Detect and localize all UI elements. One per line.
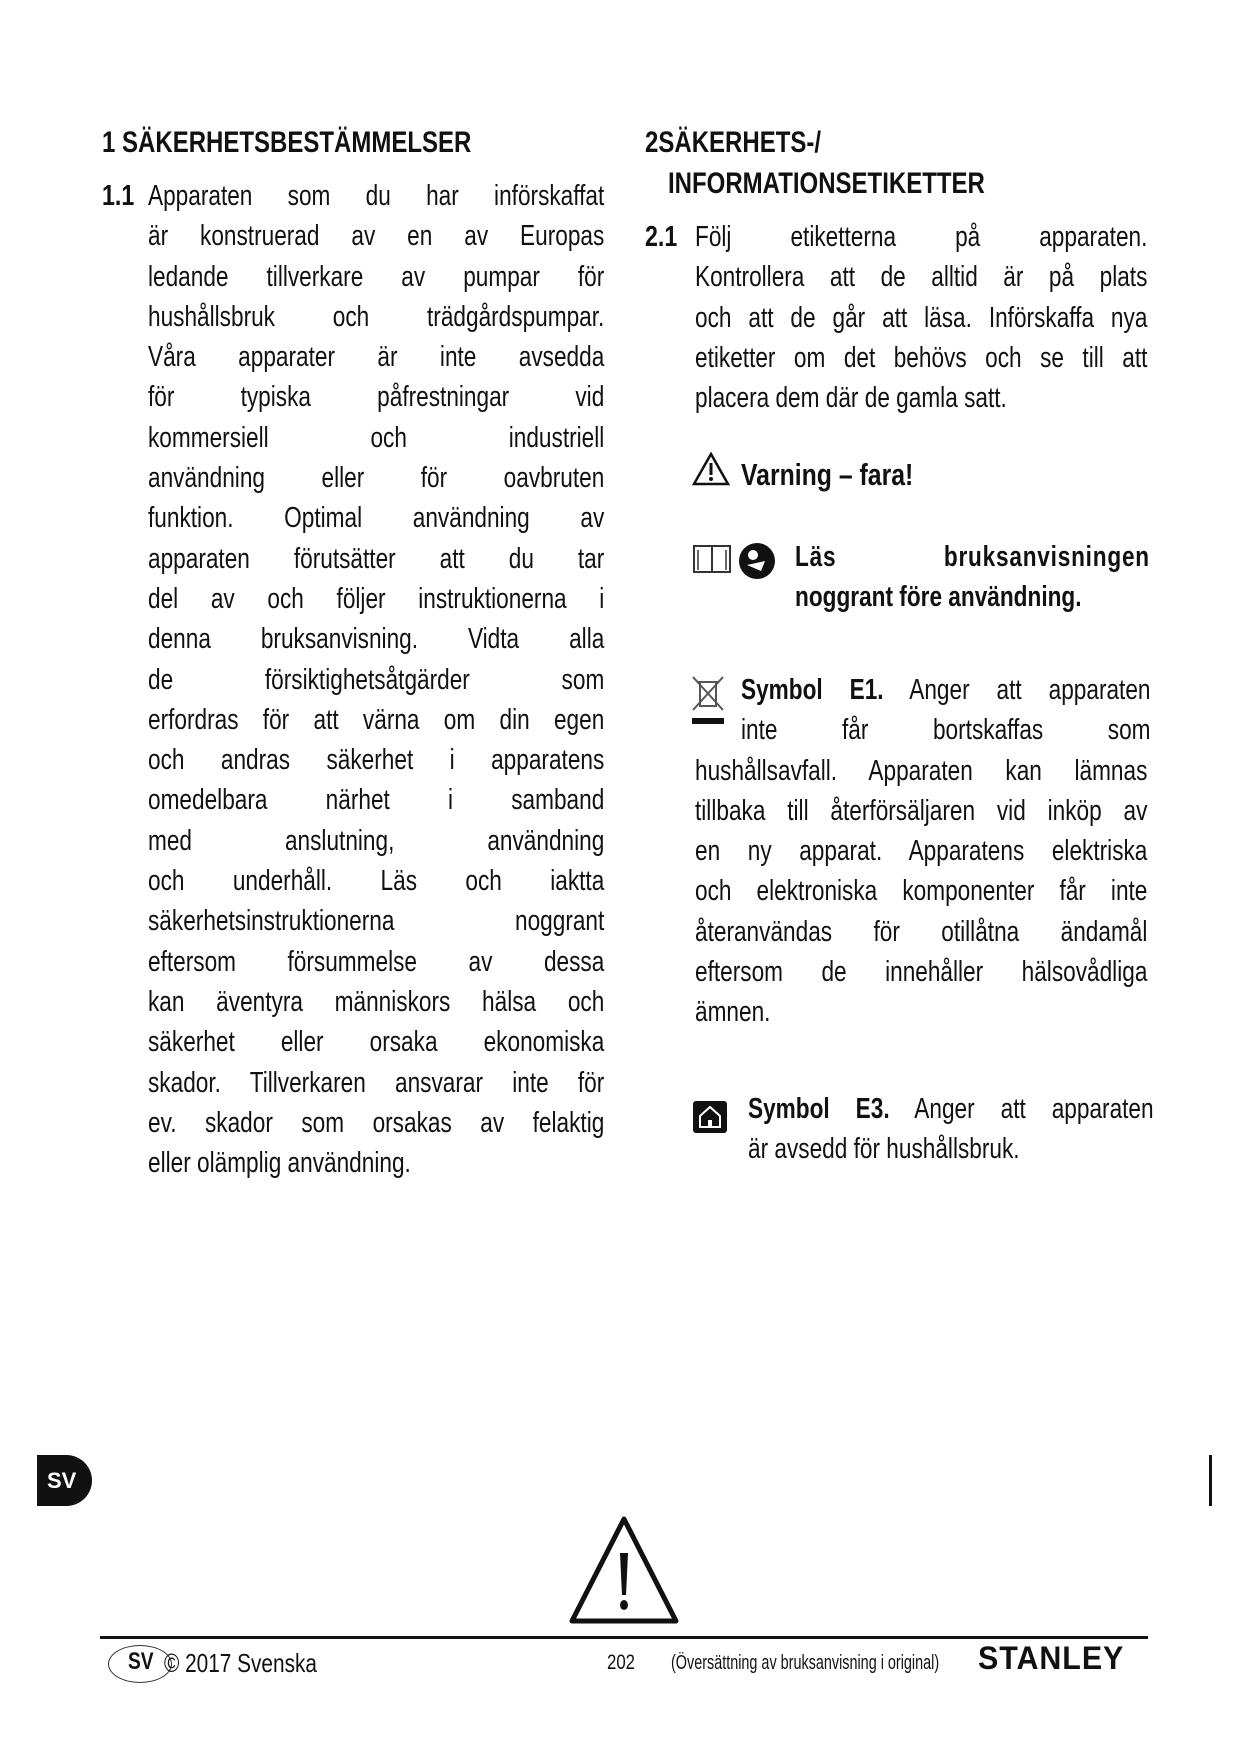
text-line: Kontrollera att de alltid är på plats	[695, 261, 1148, 294]
text-line: del av och följer instruktionerna i	[148, 582, 605, 615]
text-line: är konstruerad av en av Europas	[148, 220, 605, 253]
section-2-heading-line2: INFORMATIONSETIKETTER	[668, 167, 985, 200]
text-line: de försiktighetsåtgärder som	[148, 663, 605, 696]
text-line: ämnen.	[695, 996, 771, 1029]
language-side-tab: SV	[37, 1455, 92, 1506]
text-line: säkerhetsinstruktionerna noggrant	[148, 905, 605, 938]
page-number: 202	[607, 1651, 636, 1674]
text-line: eftersom de innehåller hälsovådliga	[695, 956, 1148, 989]
footer-rule	[100, 1636, 1148, 1639]
section-2-1-text	[695, 217, 1147, 418]
read-manual-text: Läs bruksanvisningen noggrant före användning.	[795, 541, 1150, 614]
text-line: kommersiell och industriell	[148, 421, 605, 454]
stanley-logo: STANLEY	[978, 1640, 1125, 1676]
symbol-e1-first-line: Symbol E1. Anger att apparaten inte får bortskaffas som	[741, 674, 1151, 747]
text-line: återanvändas för otillåtna ändamål	[695, 915, 1148, 948]
text-line: placera dem där de gamla satt.	[695, 382, 1007, 415]
symbol-e3-label: Symbol E3.	[748, 1093, 890, 1125]
text-line: omedelbara närhet i samband	[148, 784, 605, 817]
text-line: apparaten förutsätter att du tar	[148, 542, 605, 575]
translation-note: (Översättning av bruksanvisning i original)	[671, 1652, 940, 1674]
text-line: användning eller för oavbruten	[148, 462, 605, 495]
household-use-icon	[692, 1100, 728, 1134]
footer-language-badge: SV	[128, 1648, 154, 1675]
text-line: och underhåll. Läs och iaktta	[148, 865, 605, 898]
symbol-e1-text	[695, 751, 1147, 1033]
section-1-1-number: 1.1	[102, 180, 135, 212]
margin-bar	[1209, 1455, 1212, 1506]
weee-bin-icon	[690, 674, 726, 734]
warning-label: Varning – fara!	[741, 457, 914, 492]
text-line: med anslutning, användning	[148, 824, 605, 857]
section-1-heading: 1 SÄKERHETSBESTÄMMELSER	[102, 126, 472, 159]
text-line: säkerhet eller orsaka ekonomiska	[148, 1026, 605, 1059]
text-line: eftersom försummelse av dessa	[148, 945, 605, 978]
text-line: hushållsbruk och trädgårdspumpar.	[148, 300, 605, 333]
warning-triangle-icon	[692, 452, 730, 486]
text-line: erfordras för att värna om din egen	[148, 703, 605, 736]
section-1-1-text	[148, 176, 604, 1183]
text-line: funktion. Optimal användning av	[148, 502, 605, 535]
text-line: denna bruksanvisning. Vidta alla	[148, 623, 605, 656]
symbol-e1-label: Symbol E1.	[741, 674, 884, 706]
text-line: ledande tillverkare av pumpar för	[148, 260, 605, 293]
symbol-e3-text: Symbol E3. Anger att apparaten är avsedd för hushållsbruk.	[748, 1093, 1154, 1166]
text-line: etiketter om det behövs och se till att	[695, 341, 1148, 374]
section-2-1-number: 2.1	[645, 221, 678, 253]
text-line: hushållsavfall. Apparaten kan lämnas	[695, 754, 1148, 787]
text-line: skador. Tillverkaren ansvarar inte för	[148, 1066, 605, 1099]
text-line: Våra apparater är inte avsedda	[148, 341, 605, 374]
text-line: kan äventyra människors hälsa och	[148, 985, 605, 1018]
large-warning-triangle-icon	[568, 1515, 680, 1625]
manual-book-icon	[692, 542, 732, 576]
read-manual-icon	[737, 541, 777, 581]
text-line: ev. skador som orsakas av felaktig	[148, 1106, 605, 1139]
text-line: och att de går att läsa. Införskaffa nya	[695, 301, 1148, 334]
text-line: en ny apparat. Apparatens elektriska	[695, 835, 1148, 868]
text-line: och elektroniska komponenter får inte	[695, 875, 1148, 908]
text-line: tillbaka till återförsäljaren vid inköp av	[695, 794, 1148, 827]
text-line: Följ etiketterna på apparaten.	[695, 221, 1148, 253]
section-2-heading-line1: 2SÄKERHETS-/	[645, 126, 822, 159]
text-line: för typiska påfrestningar vid	[148, 381, 605, 414]
text-line: och andras säkerhet i apparatens	[148, 744, 605, 777]
footer-copyright: © 2017 Svenska	[164, 1648, 317, 1678]
text-line: eller olämplig användning.	[148, 1147, 411, 1180]
text-line: Apparaten som du har införskaffat	[148, 180, 605, 212]
